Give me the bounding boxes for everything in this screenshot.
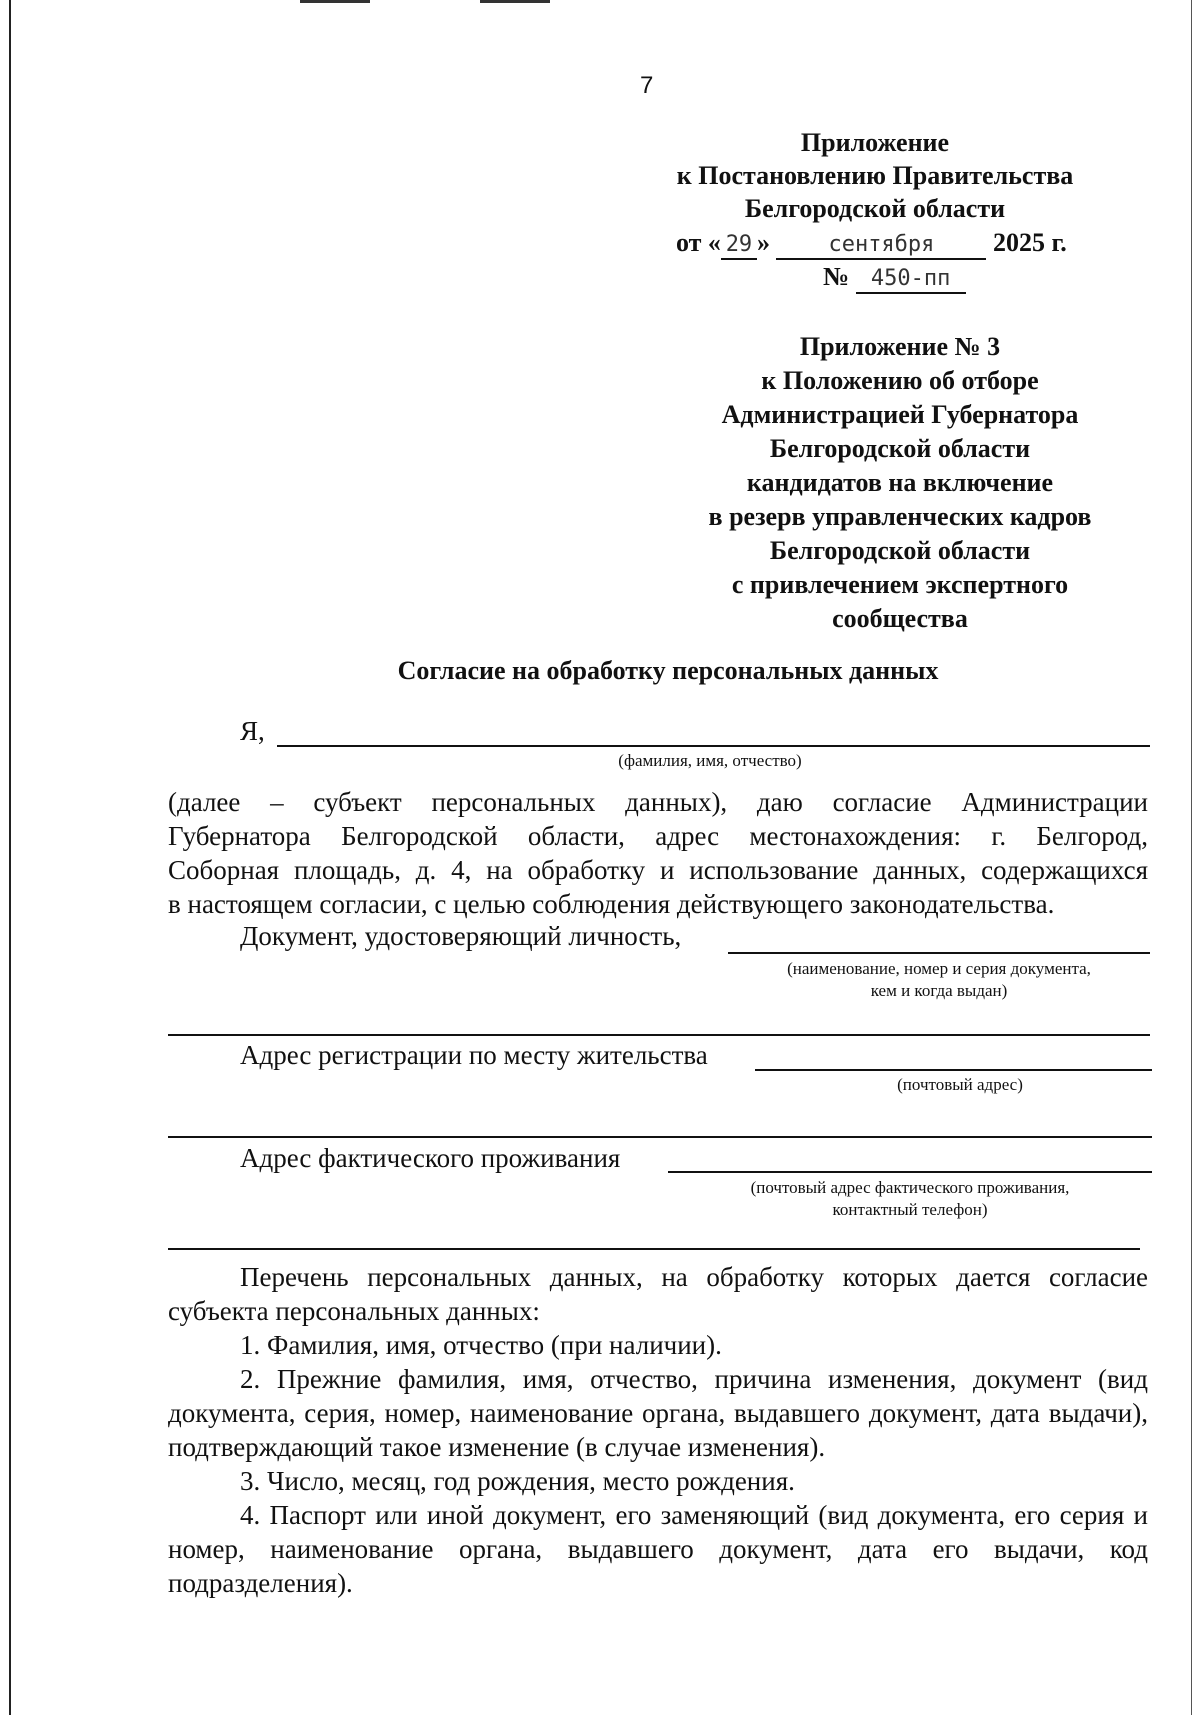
id-document-caption-line: кем и когда выдан) [870, 981, 1008, 1000]
regulation-header-line: Белгородской области [769, 536, 1031, 565]
registration-address-caption: (почтовый адрес) [897, 1075, 1023, 1094]
regulation-header [680, 330, 1120, 636]
regulation-header-line: Белгородской области [769, 434, 1031, 463]
id-document-line[interactable] [728, 952, 1150, 954]
fio-caption: (фамилия, имя, отчество) [618, 751, 802, 770]
id-document-label: Документ, удостоверяющий личность, [240, 921, 682, 951]
personal-data-intro-line: субъекта персональных данных: [168, 1296, 540, 1326]
date-day: 29 [721, 232, 757, 260]
intro-line: (далее – субъект персональных данных), даю согласие Администрации [168, 787, 1148, 817]
personal-data-item: 1. Фамилия, имя, отчество (при наличии). [240, 1330, 722, 1360]
registration-address-line[interactable] [755, 1069, 1152, 1071]
actual-address-line-2[interactable] [168, 1248, 1140, 1250]
regulation-header-line: сообщества [832, 604, 968, 633]
date-year: 2025 г. [992, 228, 1067, 257]
appendix-header-line: Белгородской области [744, 194, 1006, 223]
date-prefix: от « [676, 228, 721, 257]
actual-address-line[interactable] [668, 1171, 1152, 1173]
scan-edge-top [300, 0, 370, 3]
registration-address-label: Адрес регистрации по месту жительства [240, 1040, 708, 1070]
resolution-number [823, 262, 966, 294]
regulation-header-line: к Положению об отборе [761, 366, 1039, 395]
scan-edge-right [1191, 0, 1192, 1715]
registration-address-line-2[interactable] [168, 1136, 1152, 1138]
appendix-header-line: к Постановлению Правительства [676, 161, 1074, 190]
scan-edge-top [480, 0, 550, 3]
personal-data-item: 2. Прежние фамилия, имя, отчество, причина изменения, документ (вид документа, серия, номер, наименование органа, выдавшего документ, дата выдачи), подтверждающий такое изменение (в случае изменения). [168, 1364, 1148, 1462]
date-mid: » [756, 228, 770, 257]
number-label: № [823, 262, 850, 291]
intro-line: Соборная площадь, д. 4, на обработку и использование данных, содержащихся [168, 855, 1148, 885]
regulation-header-line: кандидатов на включение [746, 468, 1054, 497]
number-value: 450-пп [856, 266, 966, 294]
i-label: Я, [240, 716, 265, 746]
regulation-header-line: в резерв управленческих кадров [708, 502, 1092, 531]
fio-line[interactable] [277, 745, 1150, 747]
id-document-caption [728, 958, 1150, 1002]
id-document-line-2[interactable] [168, 1034, 1150, 1036]
page-number: 7 [640, 72, 654, 99]
intro-line: Губернатора Белгородской области, адрес местонахождения: г. Белгород, [168, 821, 1148, 851]
appendix-header [640, 126, 1110, 225]
regulation-header-line: Администрацией Губернатора [721, 400, 1079, 429]
date-month: сентября [776, 232, 986, 260]
resolution-date [676, 228, 1067, 260]
personal-data-item: 3. Число, месяц, год рождения, место рождения. [240, 1466, 795, 1496]
regulation-header-line: с привлечением экспертного [731, 570, 1069, 599]
regulation-header-line: Приложение № 3 [799, 332, 1001, 361]
actual-address-caption-line: (почтовый адрес фактического проживания, [750, 1178, 1070, 1197]
intro-line: в настоящем согласии, с целью соблюдения действующего законодательства. [168, 889, 1055, 919]
actual-address-caption [690, 1177, 1130, 1221]
appendix-header-line: Приложение [800, 128, 950, 157]
scan-edge-left [9, 0, 11, 1715]
id-document-caption-line: (наименование, номер и серия документа, [787, 959, 1091, 978]
document-title: Согласие на обработку персональных данных [397, 656, 939, 685]
actual-address-caption-line: контактный телефон) [832, 1200, 988, 1219]
personal-data-intro-line: Перечень персональных данных, на обработку которых дается согласие [240, 1262, 1148, 1292]
actual-address-label: Адрес фактического проживания [240, 1143, 621, 1173]
personal-data-item: 4. Паспорт или иной документ, его заменяющий (вид документа, его серия и номер, наименование органа, выдавшего документ, дата его выдачи, код подразделения). [168, 1500, 1148, 1598]
